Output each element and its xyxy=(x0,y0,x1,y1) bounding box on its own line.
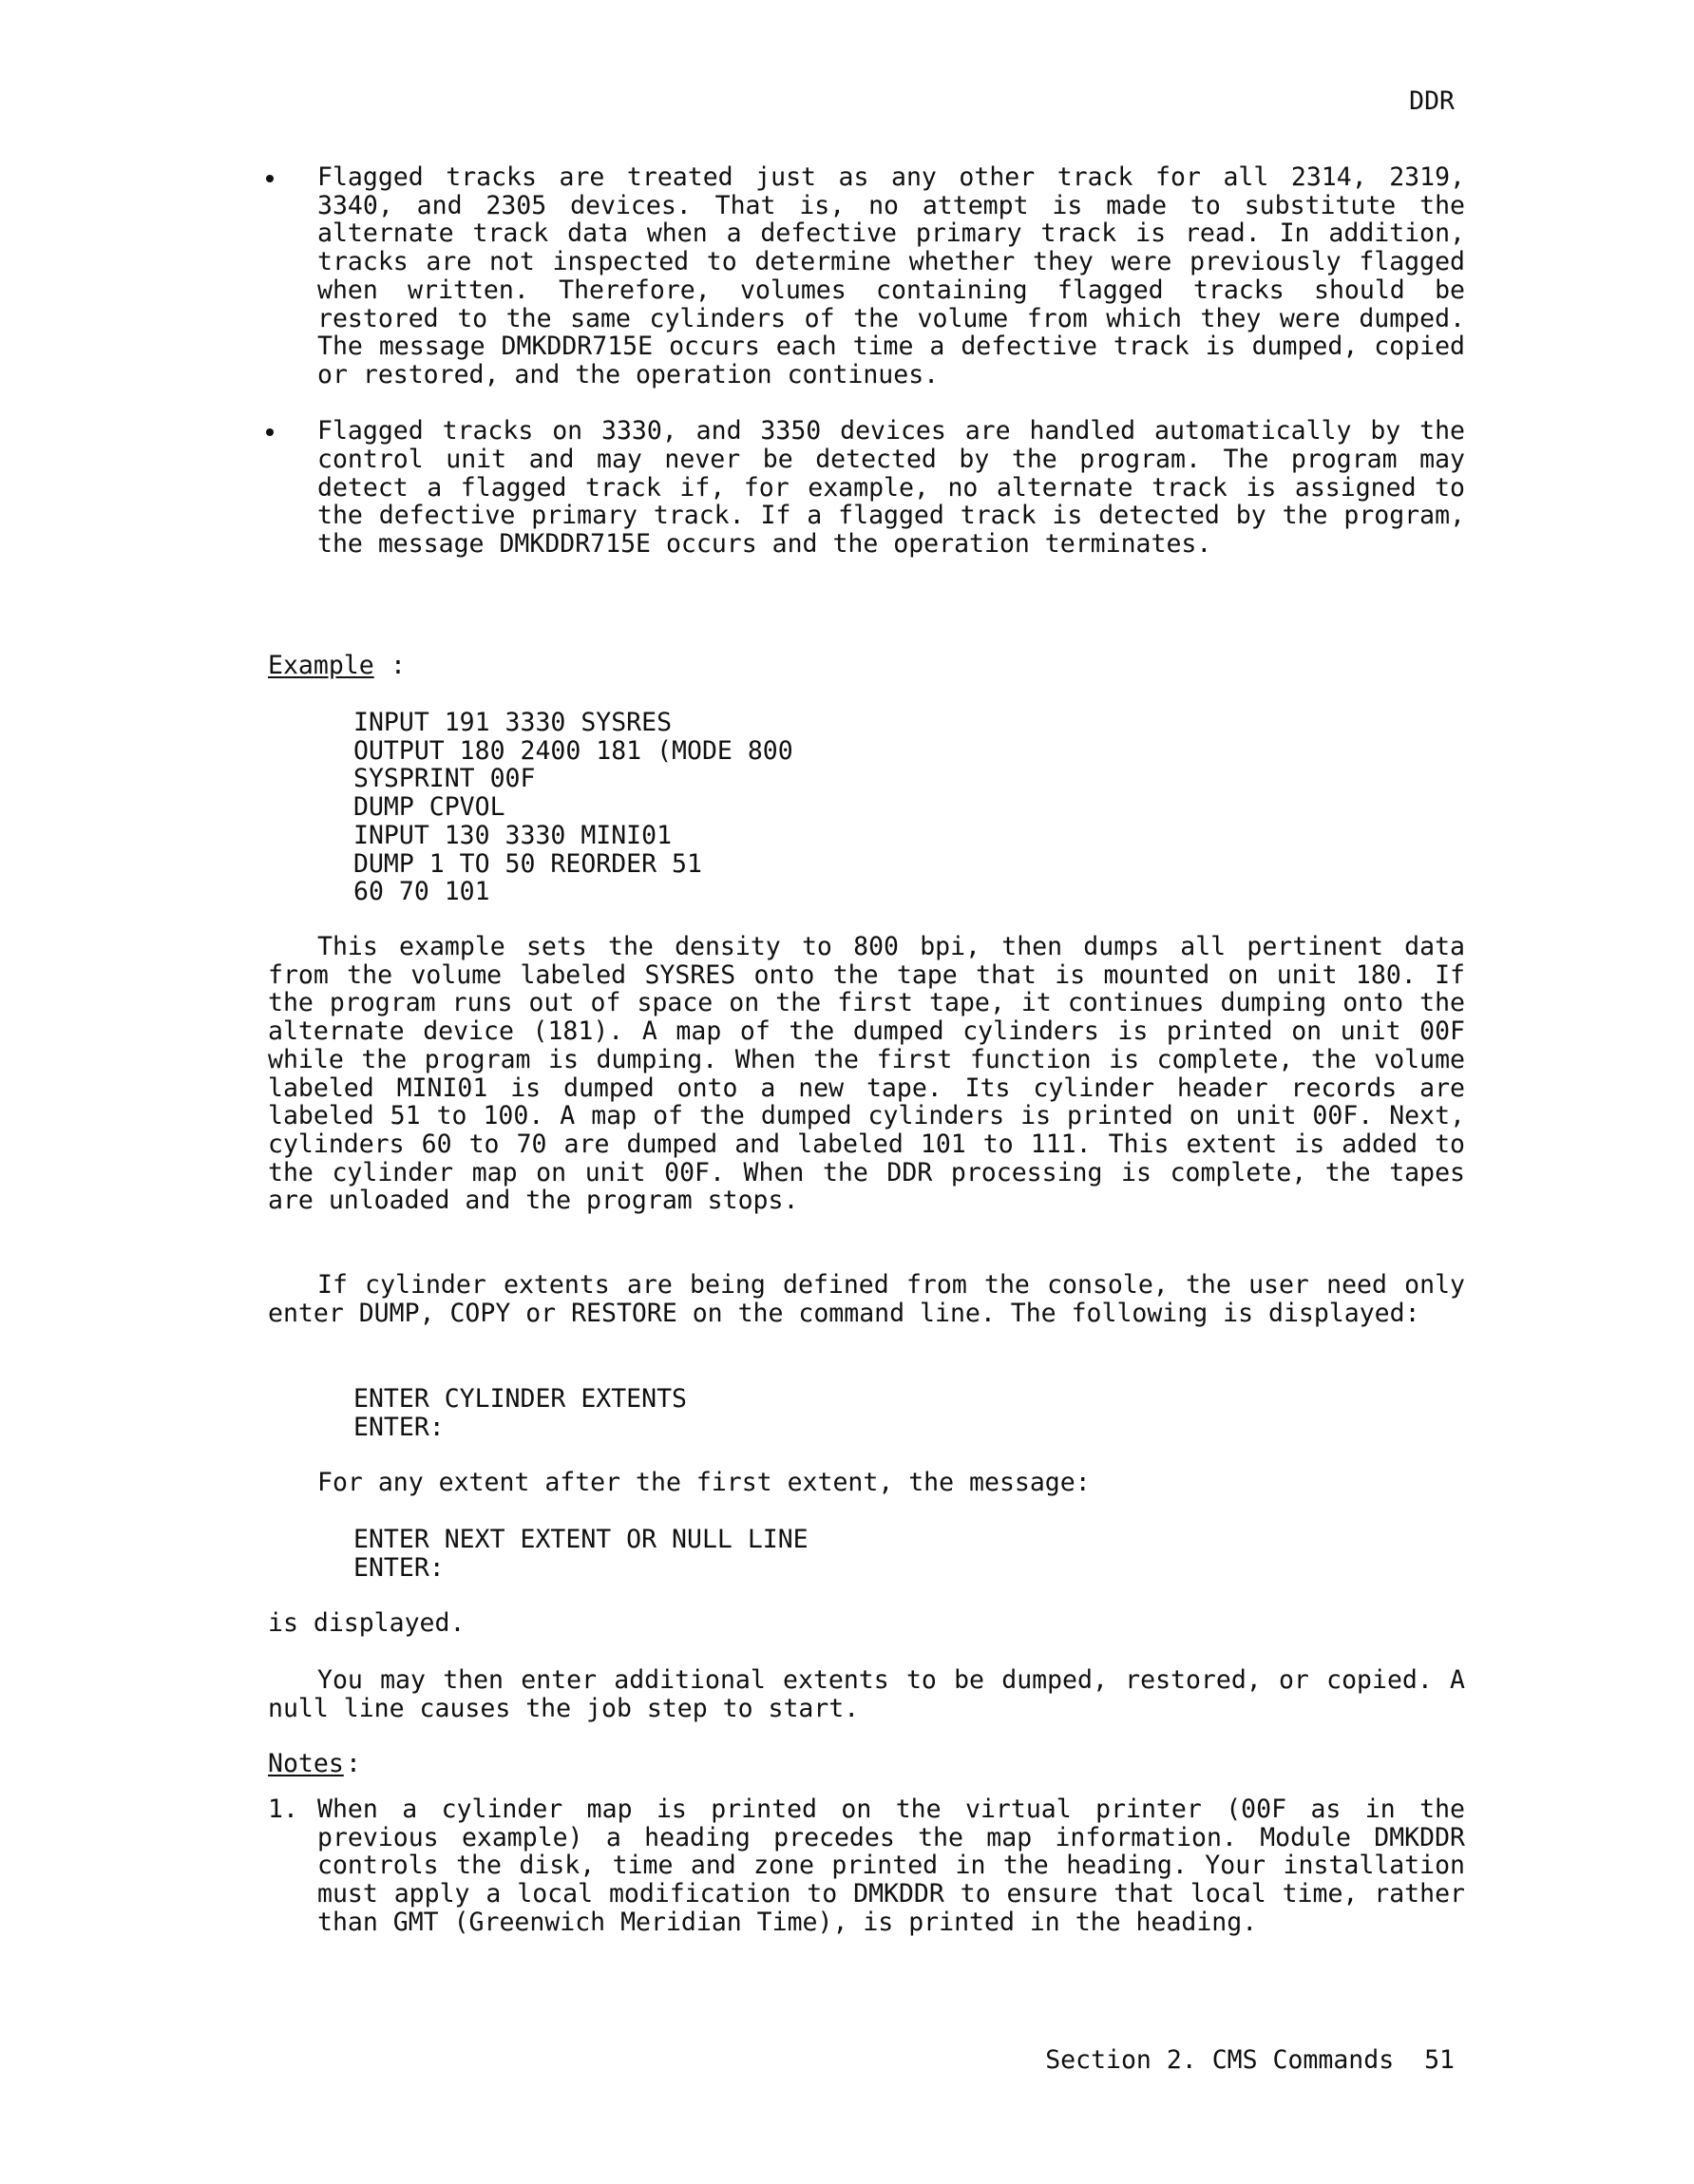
code-line: SYSPRINT 00F xyxy=(353,764,536,794)
bullet-dot-icon xyxy=(266,428,274,436)
page-footer xyxy=(1045,2046,1455,2075)
bullet-text: Flagged tracks on 3330, and 3350 devices are handled automatically by the control unit and may never be detected by the program. The program may detect a flagged track if, for example, no alternate track is assigned to the defective primary track. If a flagged track is detected by the program, the message DMKDDR715E occurs and the operation terminates. xyxy=(317,416,1465,560)
code-line: ENTER: xyxy=(353,1412,445,1442)
code-line: DUMP CPVOL xyxy=(353,792,505,823)
notes-heading-colon: : xyxy=(346,1749,361,1778)
code-line: ENTER CYLINDER EXTENTS xyxy=(353,1384,687,1414)
code-line: INPUT 130 3330 MINI01 xyxy=(353,820,673,850)
code-line: DUMP 1 TO 50 REORDER 51 xyxy=(353,848,702,879)
notes-list xyxy=(268,1795,1465,1937)
bullet-item xyxy=(268,163,1465,389)
bullet-list xyxy=(268,163,1465,587)
bullet-text: Flagged tracks are treated just as any other track for all 2314, 2319, 3340, and 2305 devices. That is, no attempt is made to substitute the alternate track data when a defective primary track is read. In addition, tracks are not inspected to determine whether they were previously flagged when written. Therefore, volumes containing flagged tracks should be restored to the same cylinders of the volume from which they were dumped. The message DMKDDR715E occurs each time a defective track is dumped, copied or restored, and the operation continues. xyxy=(317,162,1465,389)
console-additional: You may then enter additional extents to be dumped, restored, or copied. A null line causes the job step to start. xyxy=(268,1665,1465,1723)
code-line: ENTER: xyxy=(353,1552,445,1583)
code-line: 60 70 101 xyxy=(353,877,490,907)
page-number: 51 xyxy=(1424,2045,1455,2075)
example-explanation: This example sets the density to 800 bpi, then dumps all pertinent data from the volume labeled SYSRES onto the tape that is mounted on unit 180. If the program runs out of space on the first tape, it continues dumping onto the alternate device (181). A map of the dumped cylinders is printed on unit 00F while the program is dumping. When the first function is complete, the volume labeled MINI01 is dumped onto a new tape. Its cylinder header records are labeled 51 to 100. A map of the dumped cylinders is printed on unit 00F. Next, cylinders 60 to 70 are dumped and labeled 101 to 111. This extent is added to the cylinder map on unit 00F. When the DDR processing is complete, the tapes are unloaded and the program stops. xyxy=(268,932,1465,1216)
console-prompt-2 xyxy=(353,1526,809,1582)
note-text: When a cylinder map is printed on the virtual printer (00F as in the previous example) a heading precedes the map information. Module DMKDDR controls the disk, time and zone printed in the heading. Your installation must apply a local modification to DMKDDR to ensure that local time, rather than GMT (Greenwich Meridian Time), is printed in the heading. xyxy=(317,1795,1465,1937)
example-code-block xyxy=(353,709,793,906)
bullet-dot-icon xyxy=(266,175,274,182)
console-prompt-1 xyxy=(353,1385,687,1441)
code-line: OUTPUT 180 2400 181 (MODE 800 xyxy=(353,735,793,766)
running-header: DDR xyxy=(1409,86,1455,116)
console-is-displayed: is displayed. xyxy=(268,1608,466,1638)
code-line: ENTER NEXT EXTENT OR NULL LINE xyxy=(353,1525,809,1554)
notes-heading: Notes xyxy=(268,1749,344,1778)
footer-section: Section 2. CMS Commands xyxy=(1045,2045,1395,2075)
example-heading-colon: : xyxy=(390,651,406,680)
code-line: INPUT 191 3330 SYSRES xyxy=(353,708,673,737)
bullet-item xyxy=(268,417,1465,559)
note-item xyxy=(268,1795,1465,1937)
note-number: 1. xyxy=(268,1795,298,1824)
example-heading: Example xyxy=(268,651,374,680)
console-after-first: For any extent after the first extent, the message: xyxy=(317,1468,1091,1497)
console-intro: If cylinder extents are being defined from the console, the user need only enter DUMP, COPY or RESTORE on the command line. The following is displayed: xyxy=(268,1270,1465,1328)
